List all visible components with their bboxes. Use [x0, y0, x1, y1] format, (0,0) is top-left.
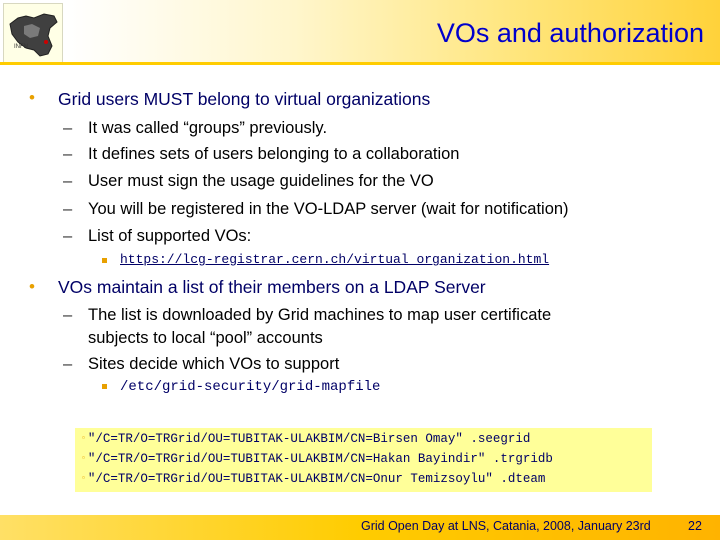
sub-item-groups: It was called “groups” previously. — [88, 119, 328, 137]
grid-mapfile-path: /etc/grid-security/grid-mapfile — [120, 379, 381, 395]
footer-bar — [0, 515, 720, 540]
bullet-icon: • — [29, 277, 35, 296]
square-bullet-icon — [102, 384, 107, 389]
bullet-vo-membership: Grid users MUST belong to virtual organizations — [58, 89, 431, 109]
sicily-map-icon — [4, 4, 62, 62]
sub-item-collaboration: It defines sets of users belonging to a collaboration — [88, 145, 460, 163]
sub-item-download-line2: subjects to local “pool” accounts — [88, 329, 323, 347]
dash-icon: – — [63, 355, 73, 373]
dash-icon: – — [63, 200, 73, 218]
vo-list-link[interactable]: https://lcg-registrar.cern.ch/virtual_organization.html — [120, 252, 550, 267]
code-bullet-icon: ▫ — [81, 454, 86, 464]
code-bullet-icon: ▫ — [81, 434, 86, 444]
grid-mapfile-example — [75, 428, 652, 492]
sub-item-guidelines: User must sign the usage guidelines for the VO — [88, 172, 434, 190]
slide-title: VOs and authorization — [436, 18, 704, 48]
bullet-ldap-server: VOs maintain a list of their members on a LDAP Server — [58, 277, 486, 297]
code-line: ▫ "/C=TR/O=TRGrid/OU=TUBITAK-ULAKBIM/CN=Onur Temizsoylu" .dteam — [81, 472, 546, 486]
footer-text: Grid Open Day at LNS, Catania, 2008, January 23rd — [361, 519, 651, 533]
sub-item-download-line1: The list is downloaded by Grid machines to map user certificate — [88, 306, 552, 324]
bullet-icon: • — [29, 88, 35, 107]
title-divider — [0, 62, 720, 65]
logo — [3, 3, 63, 63]
sub-item-sites-decide: Sites decide which VOs to support — [88, 355, 340, 373]
code-line: ▫ "/C=TR/O=TRGrid/OU=TUBITAK-ULAKBIM/CN=Birsen Omay" .seegrid — [81, 432, 531, 446]
logo-text: INFN — [14, 44, 28, 50]
dash-icon: – — [63, 227, 73, 245]
dash-icon: – — [63, 145, 73, 163]
dash-icon: – — [63, 306, 73, 324]
code-line: ▫ "/C=TR/O=TRGrid/OU=TUBITAK-ULAKBIM/CN=Hakan Bayindir" .trgridb — [81, 452, 553, 466]
page-number: 22 — [688, 519, 702, 533]
code-bullet-icon: ▫ — [81, 474, 86, 484]
sub-item-ldap: You will be registered in the VO-LDAP server (wait for notification) — [88, 200, 569, 218]
sub-item-supported-vos: List of supported VOs: — [88, 227, 252, 245]
dash-icon: – — [63, 119, 73, 137]
vo-list-link-row — [120, 252, 549, 267]
title-bar — [66, 0, 720, 62]
dash-icon: – — [63, 172, 73, 190]
square-bullet-icon — [102, 258, 107, 263]
